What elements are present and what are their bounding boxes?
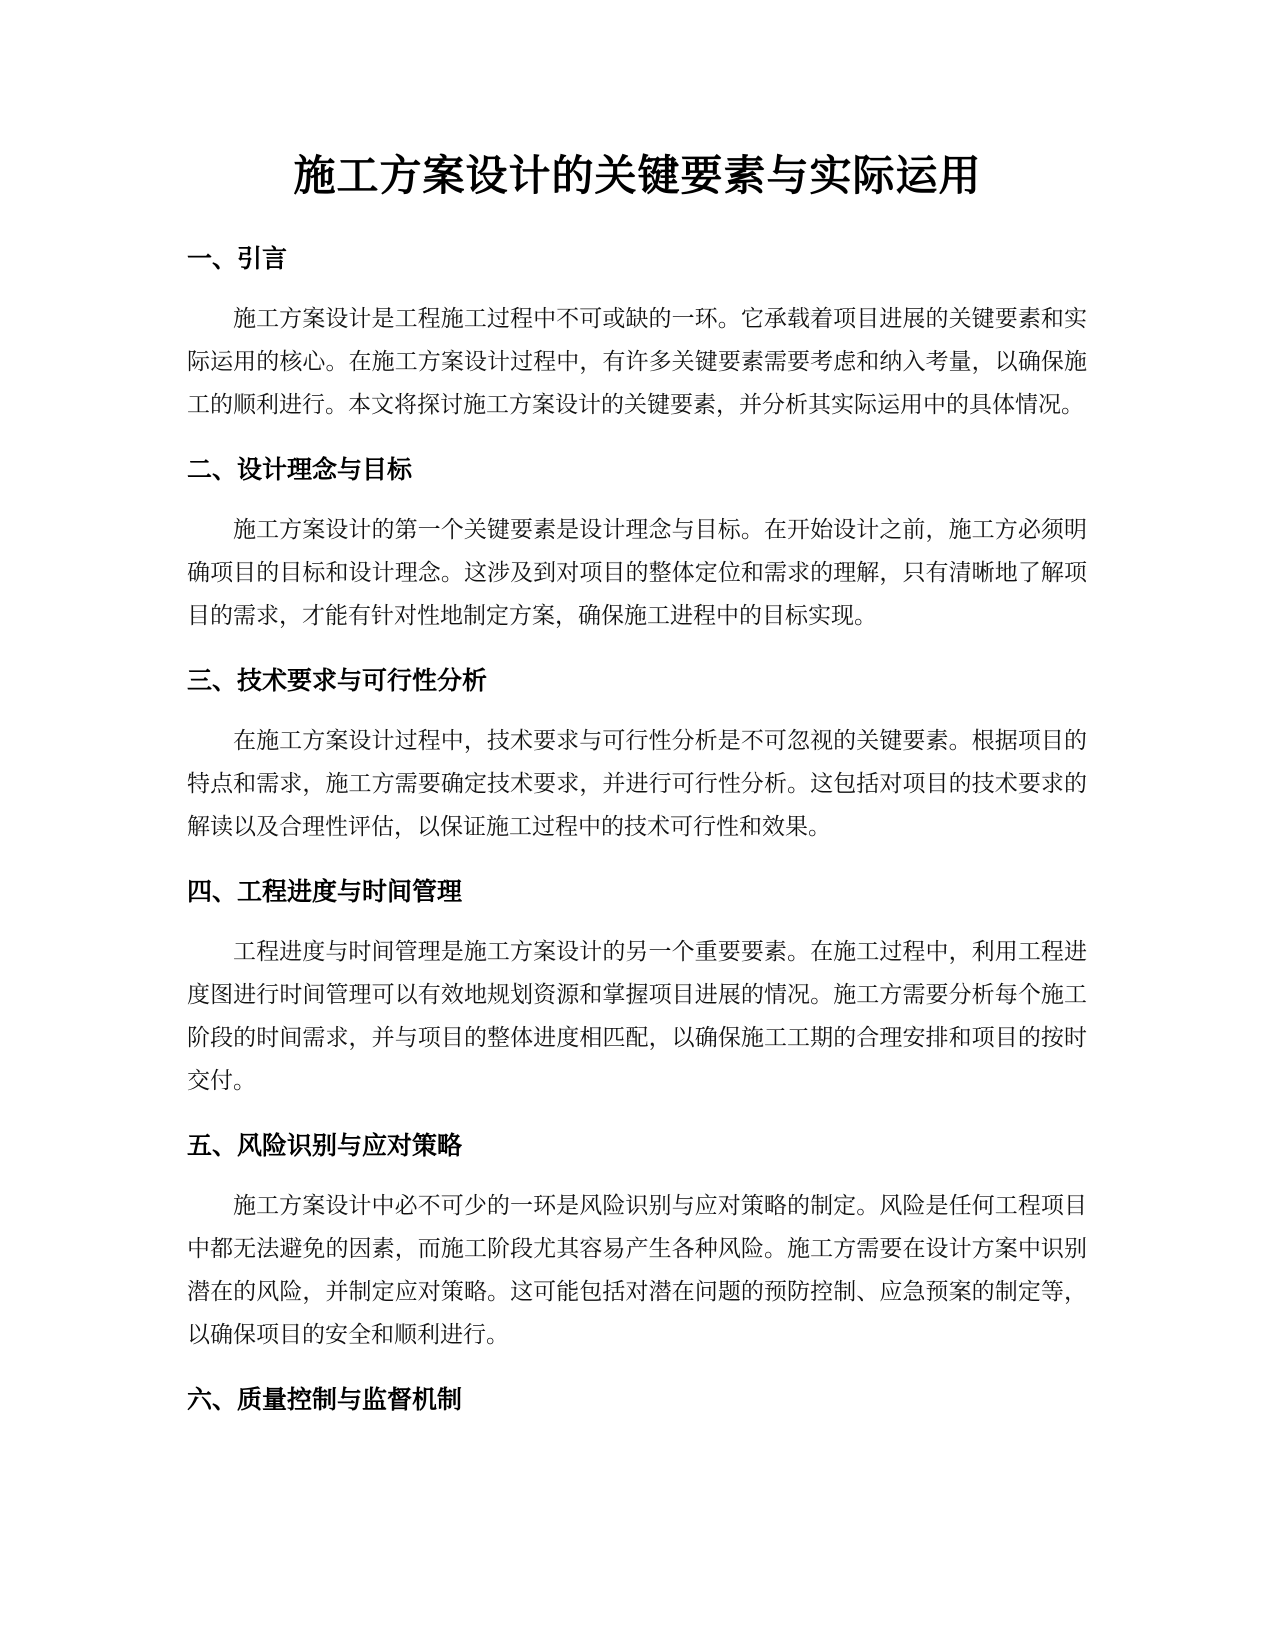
section-quality-control: [187, 1383, 1087, 1417]
section-heading: 三、技术要求与可行性分析: [187, 666, 488, 695]
section-heading: 一、引言: [187, 244, 288, 273]
document-body: [187, 242, 1087, 1439]
section-paragraph: 施工方案设计是工程施工过程中不可或缺的一环。它承载着项目进展的关键要素和实际运用的核心。在施工方案设计过程中，有许多关键要素需要考虑和纳入考量，以确保施工的顺利进行。本文将探讨施工方案设计的关键要素，并分析其实际运用中的具体情况。: [187, 306, 1087, 418]
section-introduction: [187, 242, 1087, 427]
section-heading: 四、工程进度与时间管理: [187, 877, 463, 906]
section-heading: 五、风险识别与应对策略: [187, 1131, 463, 1160]
section-risk-identification: [187, 1129, 1087, 1357]
section-design-concept: [187, 453, 1087, 638]
section-heading: 二、设计理念与目标: [187, 455, 413, 484]
section-paragraph: 施工方案设计中必不可少的一环是风险识别与应对策略的制定。风险是任何工程项目中都无法避免的因素，而施工阶段尤其容易产生各种风险。施工方需要在设计方案中识别潜在的风险，并制定应对策略。这可能包括对潜在问题的预防控制、应急预案的制定等，以确保项目的安全和顺利进行。: [187, 1193, 1087, 1348]
section-schedule-management: [187, 875, 1087, 1103]
section-paragraph: 工程进度与时间管理是施工方案设计的另一个重要要素。在施工过程中，利用工程进度图进行时间管理可以有效地规划资源和掌握项目进展的情况。施工方需要分析每个施工阶段的时间需求，并与项目的整体进度相匹配，以确保施工工期的合理安排和项目的按时交付。: [187, 939, 1087, 1094]
section-technical-requirements: [187, 664, 1087, 849]
section-paragraph: 在施工方案设计过程中，技术要求与可行性分析是不可忽视的关键要素。根据项目的特点和需求，施工方需要确定技术要求，并进行可行性分析。这包括对项目的技术要求的解读以及合理性评估，以保证施工过程中的技术可行性和效果。: [187, 728, 1087, 840]
section-paragraph: 施工方案设计的第一个关键要素是设计理念与目标。在开始设计之前，施工方必须明确项目的目标和设计理念。这涉及到对项目的整体定位和需求的理解，只有清晰地了解项目的需求，才能有针对性地制定方案，确保施工进程中的目标实现。: [187, 517, 1087, 629]
document-title: 施工方案设计的关键要素与实际运用: [293, 151, 982, 200]
section-heading: 六、质量控制与监督机制: [187, 1385, 463, 1414]
